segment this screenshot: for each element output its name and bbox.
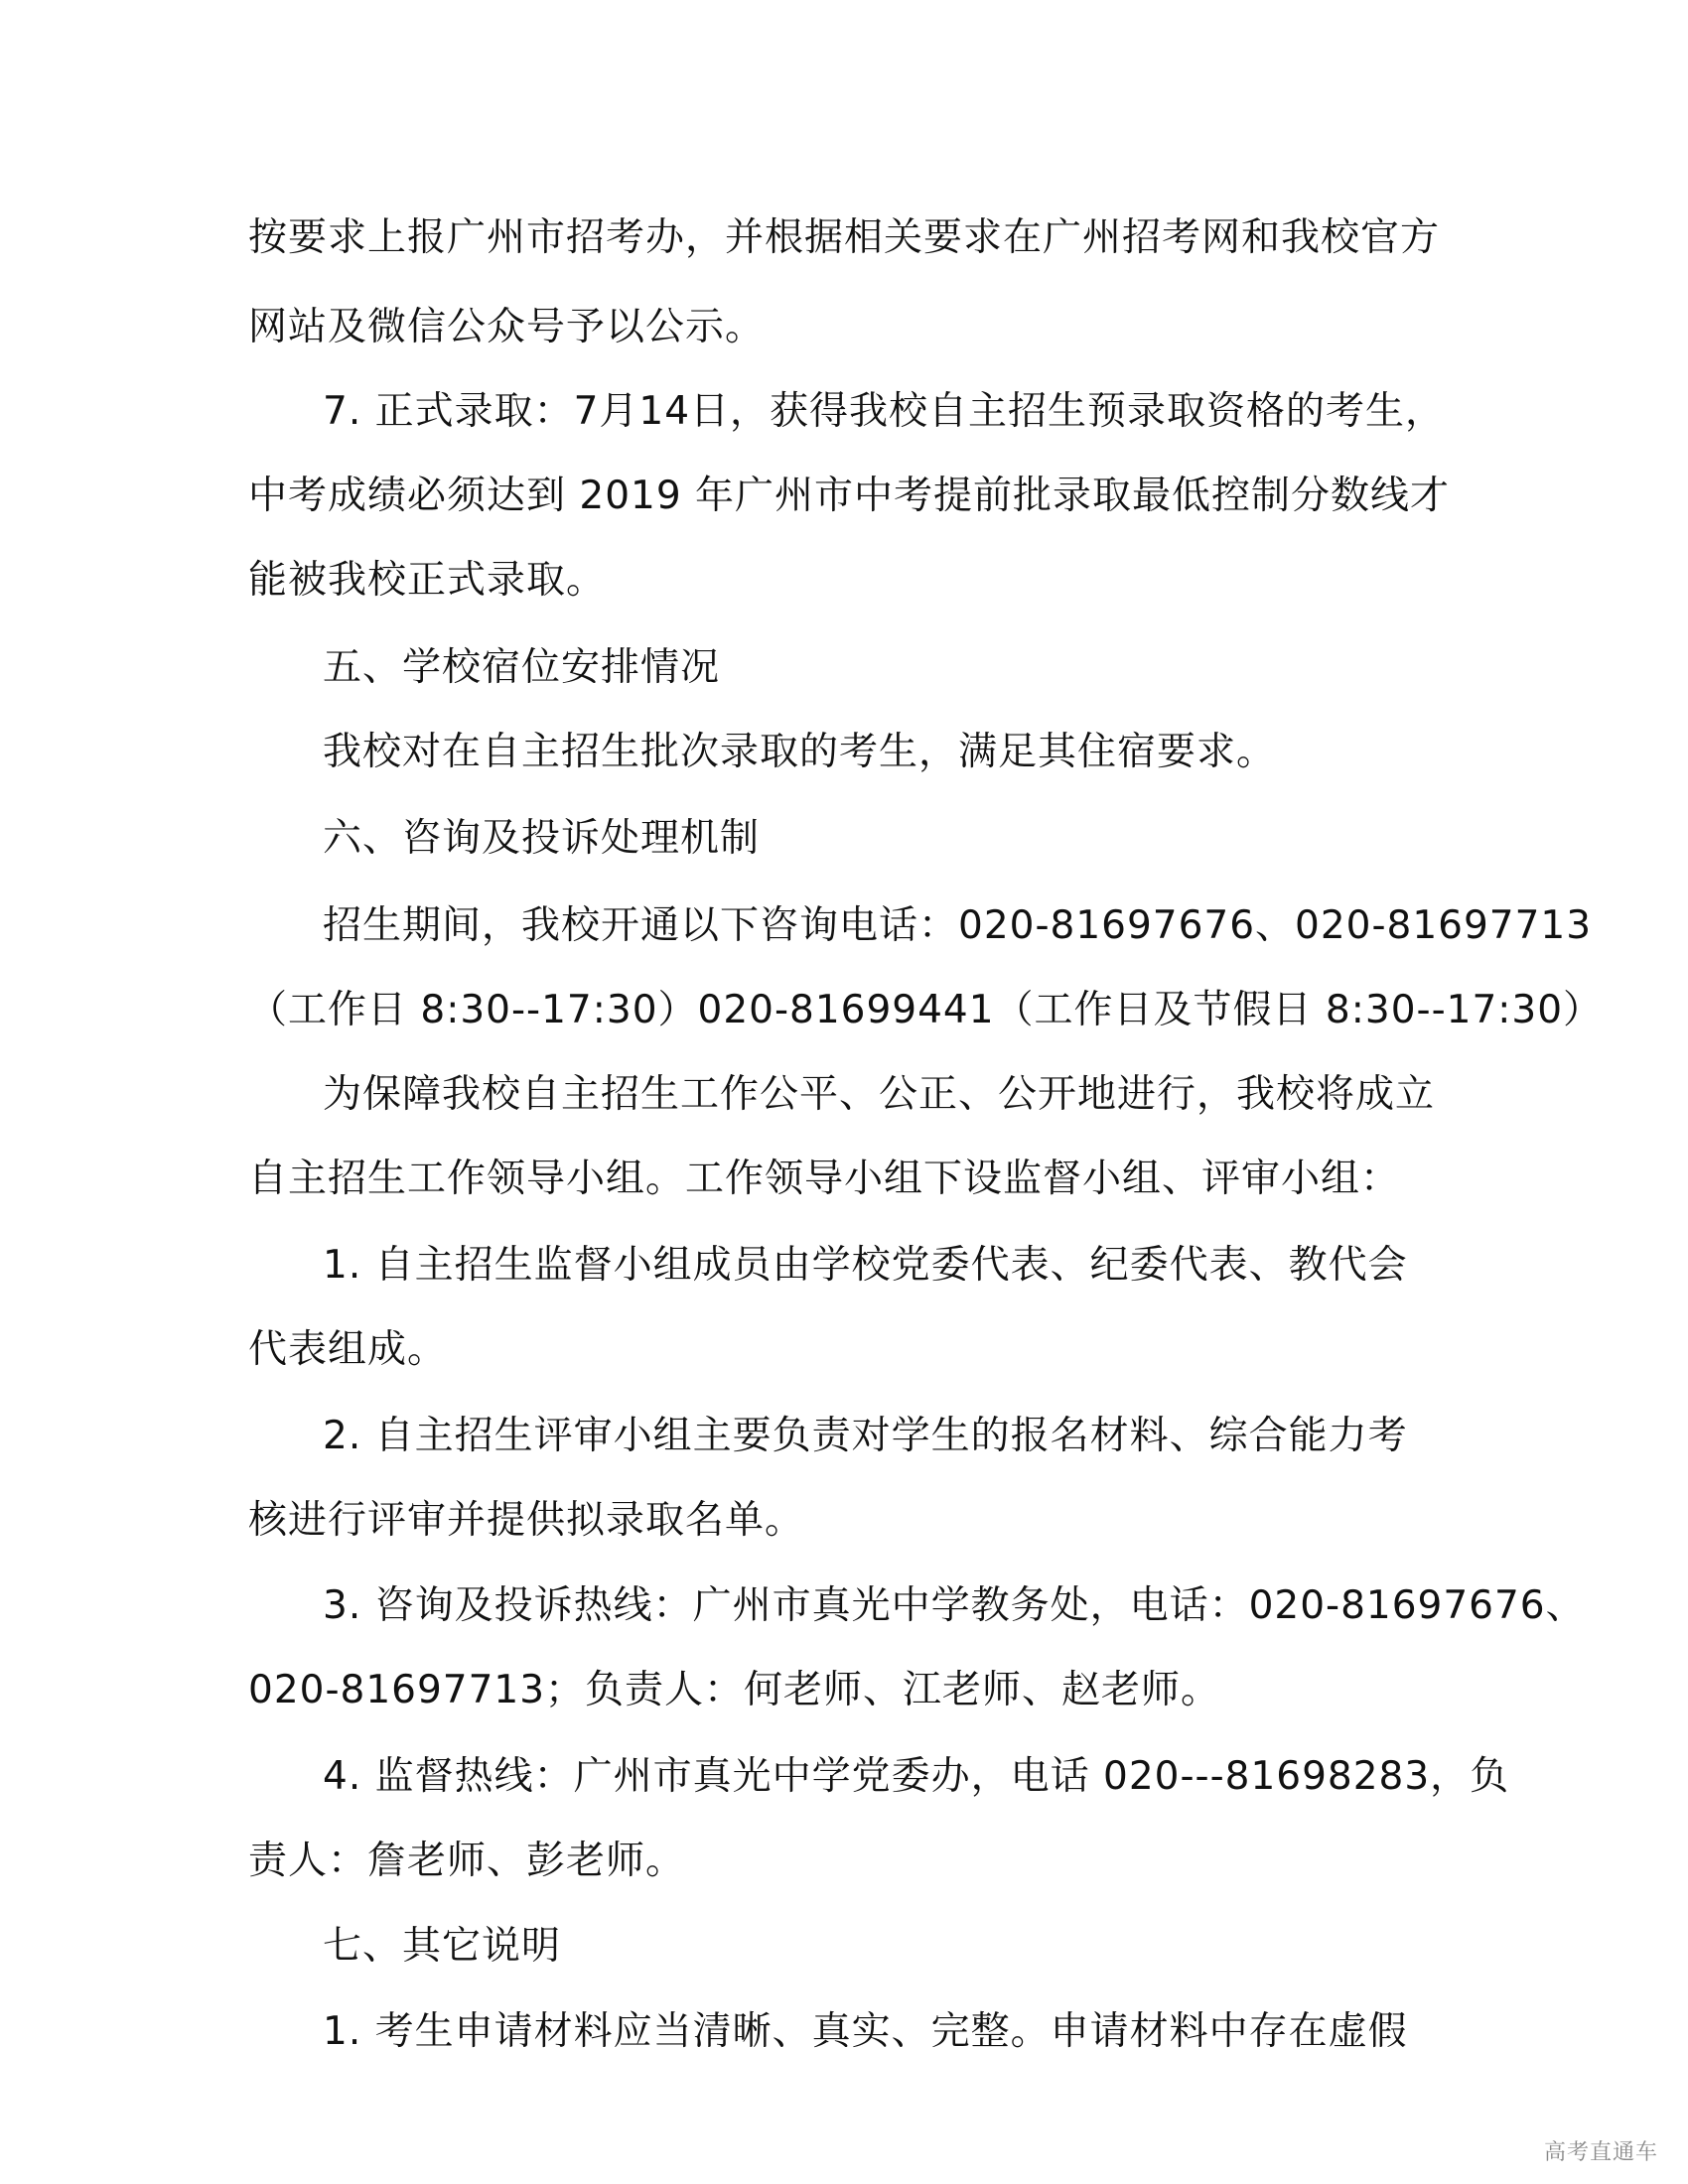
- paragraph-line: 7. 正式录取：7月14日，获得我校自主招生预录取资格的考生，: [323, 389, 1446, 434]
- paragraph-line: 2. 自主招生评审小组主要负责对学生的报名材料、综合能力考: [323, 1414, 1408, 1458]
- section-heading: 七、其它说明: [323, 1924, 562, 1969]
- paragraph-line: 网站及微信公众号予以公示。: [248, 305, 766, 349]
- section-heading: 五、学校宿位安排情况: [323, 645, 721, 690]
- paragraph-line: 按要求上报广州市招考办，并根据相关要求在广州招考网和我校官方: [248, 215, 1441, 260]
- paragraph-line: 核进行评审并提供拟录取名单。: [248, 1498, 805, 1543]
- paragraph-line: 020-81697713；负责人：何老师、江老师、赵老师。: [248, 1668, 1221, 1712]
- paragraph-line: 自主招生工作领导小组。工作领导小组下设监督小组、评审小组：: [248, 1157, 1401, 1201]
- watermark: 高考直通车: [1543, 2140, 1658, 2165]
- paragraph-line: 3. 咨询及投诉热线：广州市真光中学教务处，电话：020-81697676、: [323, 1583, 1586, 1628]
- paragraph-line: 1. 考生申请材料应当清晰、真实、完整。申请材料中存在虚假: [323, 2009, 1408, 2054]
- paragraph-line: 中考成绩必须达到 2019 年广州市中考提前批录取最低控制分数线才: [248, 474, 1451, 518]
- paragraph-line: 为保障我校自主招生工作公平、公正、公开地进行，我校将成立: [323, 1072, 1436, 1117]
- section-heading: 六、咨询及投诉处理机制: [323, 816, 761, 861]
- paragraph-line: 1. 自主招生监督小组成员由学校党委代表、纪委代表、教代会: [323, 1243, 1408, 1288]
- paragraph-line: 我校对在自主招生批次录取的考生，满足其住宿要求。: [323, 730, 1277, 774]
- paragraph-line: 责人：詹老师、彭老师。: [248, 1839, 686, 1883]
- paragraph-line: 4. 监督热线：广州市真光中学党委办，电话 020---81698283，负: [323, 1754, 1510, 1799]
- paragraph-line: 代表组成。: [248, 1327, 448, 1372]
- paragraph-line: 招生期间，我校开通以下咨询电话：020-81697676、020-81697713: [323, 903, 1593, 948]
- paragraph-line: （工作日 8:30--17:30）020-81699441（工作日及节假日 8:30--17:30）: [248, 988, 1604, 1032]
- paragraph-line: 能被我校正式录取。: [248, 558, 607, 603]
